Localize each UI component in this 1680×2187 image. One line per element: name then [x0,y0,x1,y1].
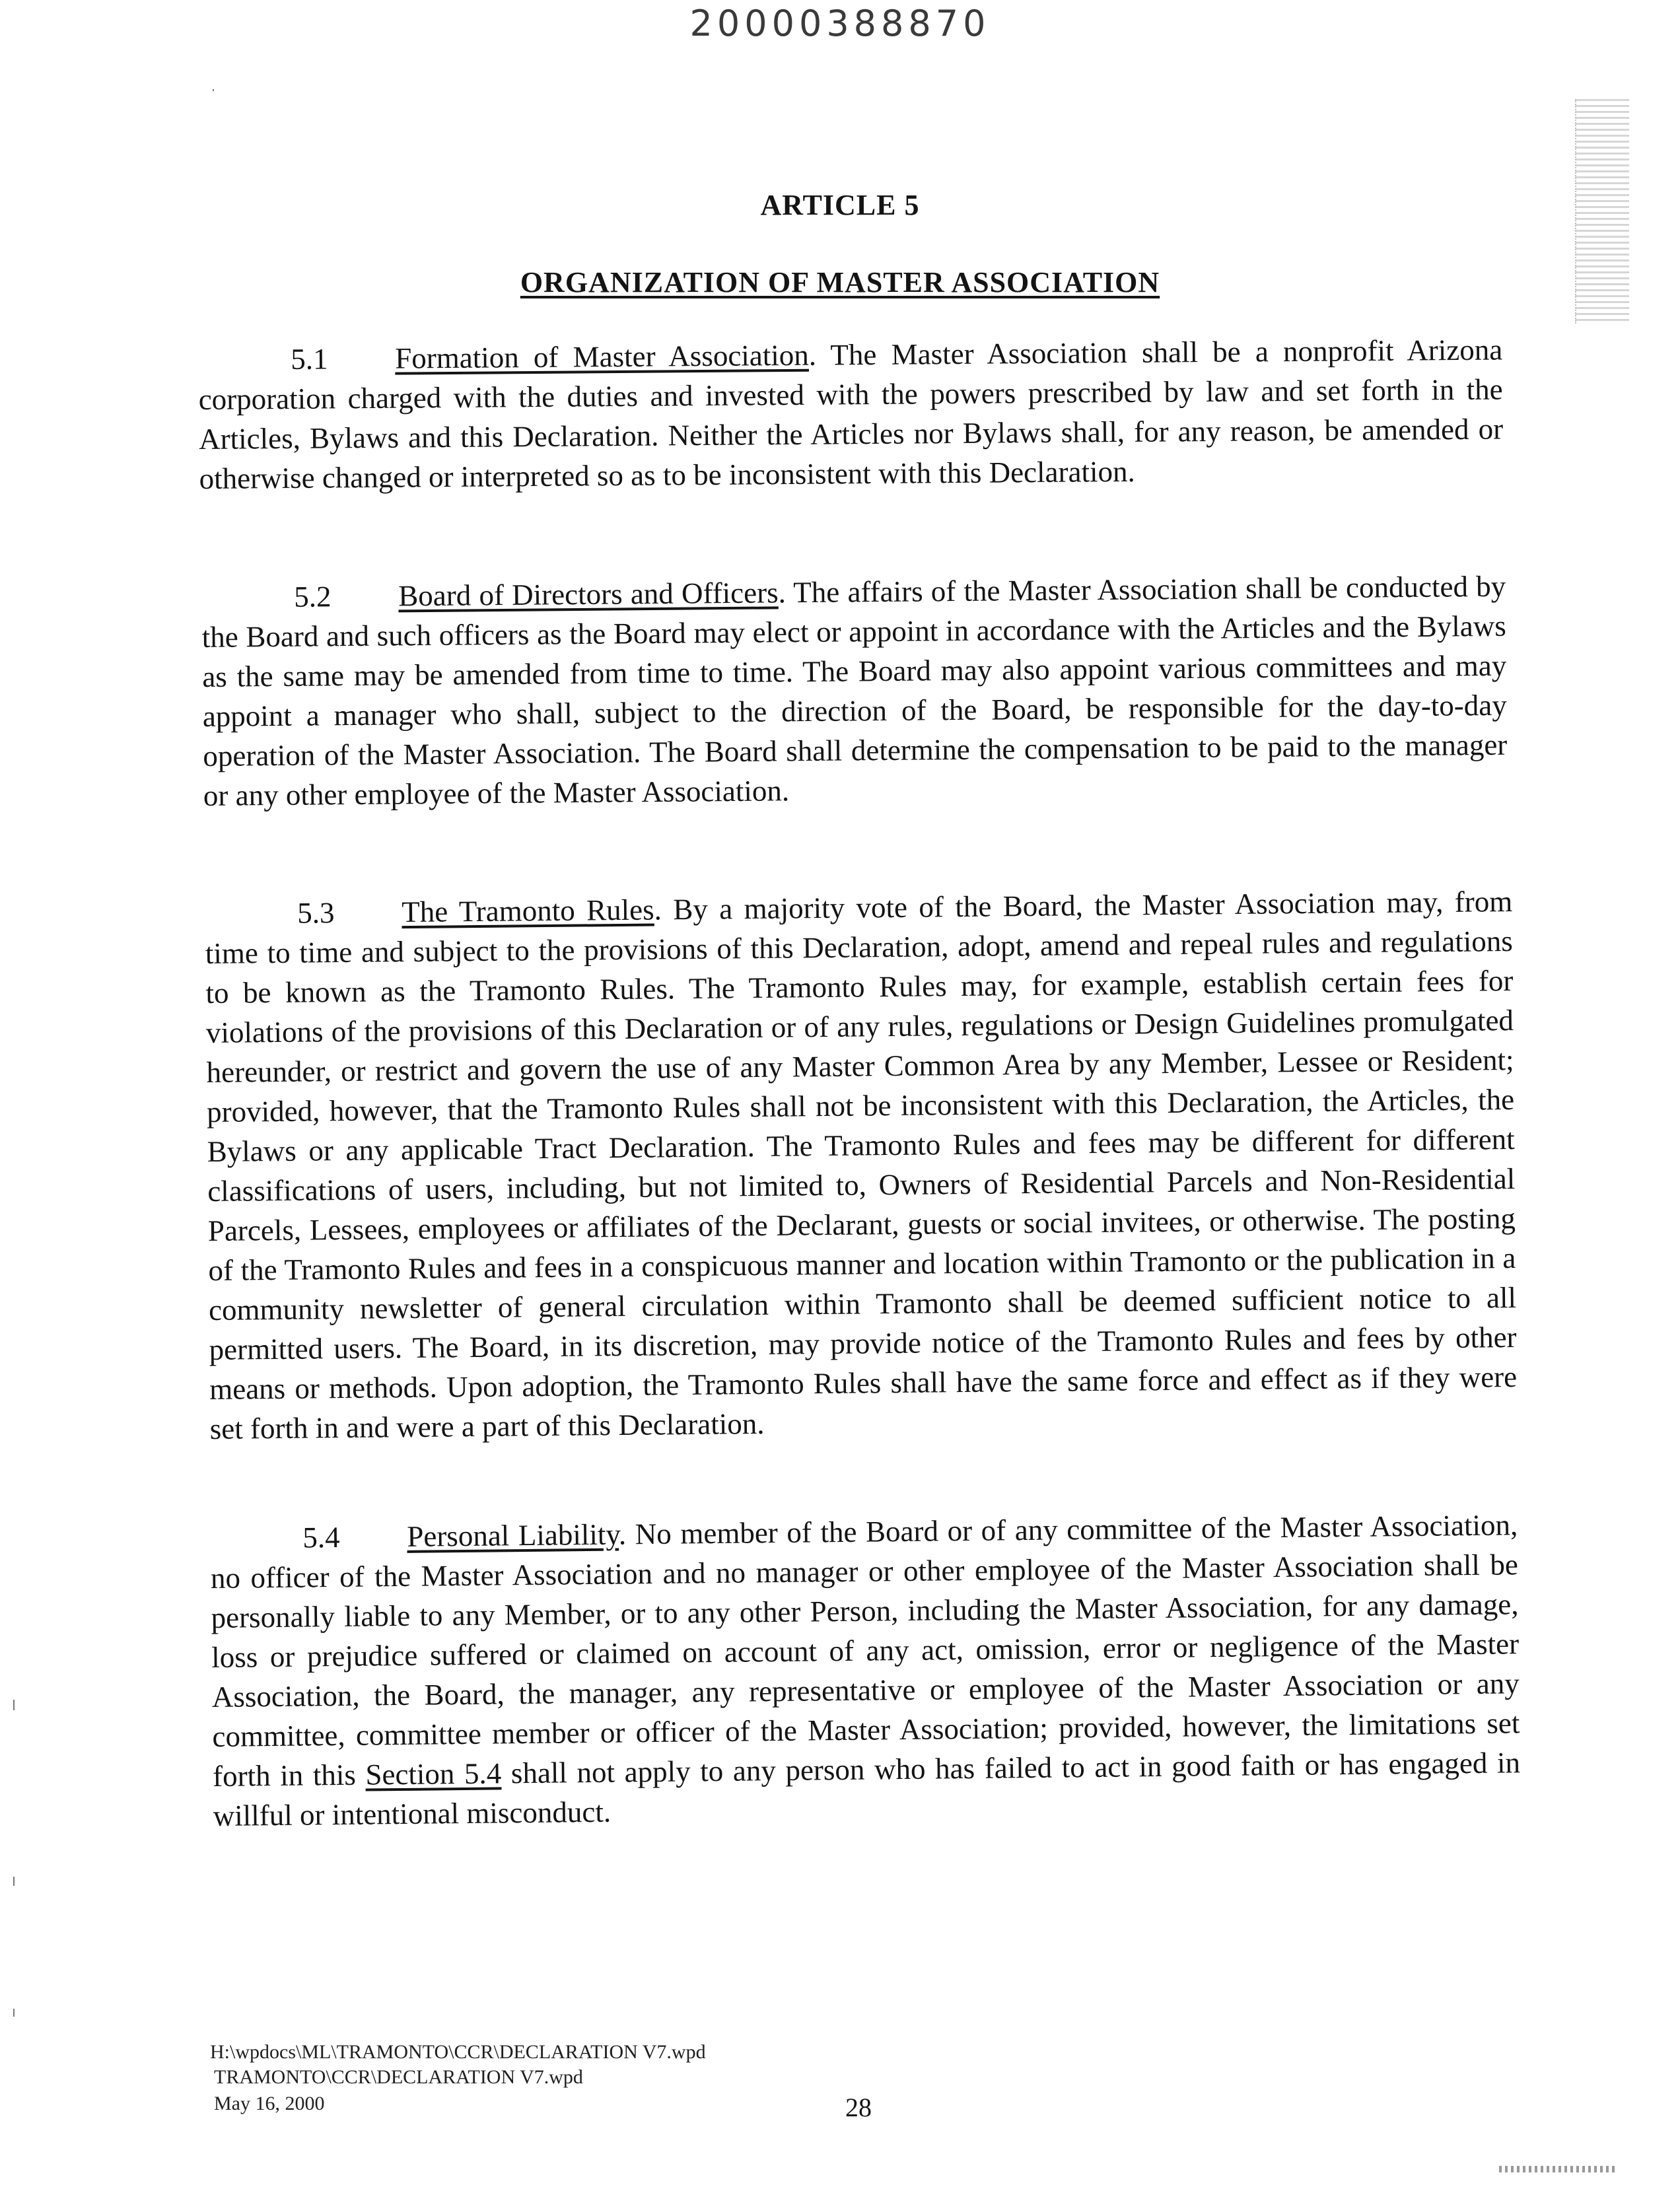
section-number: 5.2 [294,580,332,613]
margin-mark [13,1700,15,1710]
section-title: Personal Liability [407,1517,619,1553]
section-number: 5.1 [291,342,328,376]
margin-mark [13,1877,15,1886]
section-body: . The affairs of the Master Association shall be conducted by the Board and such officers as the Board may elect or appoint in accordance with the Articles and the Bylaws as the same may be amended from time to time. The Board may also appoint various committees and may appoint a manager who shall, subject to the direction of the Board, be responsible for the day-to-day operation of the Master Association. The Board shall determine the compensation to be paid to the manager or any other employee of the Master Association. [201,569,1508,812]
section-title: Board of Directors and Officers [398,576,779,613]
section-reference: Section 5.4 [365,1756,502,1791]
footer-file-path-short: TRAMONTO\CCR\DECLARATION V7.wpd [214,2066,583,2088]
footer-date: May 16, 2000 [214,2093,325,2114]
section-body: . By a majority vote of the Board, the Master Association may, from time to time and subject to the provisions of this Declaration, adopt, amend and repeal rules and regulations to be known as the Tramonto Rules. The Tramonto Rules may, for example, establish certain fees for violations of the provisions of this Declaration or of any rules, regulations or Design Guidelines promulgated hereunder, or restrict and govern the use of any Master Common Area by any Member, Lessee or Resident; provided, however, that the Tramonto Rules shall not be inconsistent with this Declaration, the Articles, the Bylaws or any applicable Tract Declaration. The Tramonto Rules and fees may be different for different classifications of users, including, but not limited to, Owners of Residential Parcels and Non-Residential Parcels, Lessees, employees or affiliates of the Declarant, guests or social invitees, or otherwise. The posting of the Tramonto Rules and fees in a conspicuous manner and location within Tramonto or the publication in a community newsletter of general circulation within Tramonto shall be deemed sufficient notice to all permitted users. The Board, in its discretion, may provide notice of the Tramonto Rules and fees by other means or methods. Upon adoption, the Tramonto Rules shall have the same force and effect as if they were set forth in and were a part of this Declaration. [205,884,1518,1445]
margin-mark [13,2009,15,2017]
margin-mark [213,89,214,91]
document-number: 20000388870 [689,3,991,44]
section-body: . The Master Association shall be a nonprofit Arizona corporation charged with the duties and invested with the powers prescribed by law and set forth in the Articles, Bylaws and this Declaration. Neither the Articles nor Bylaws shall, for any reason, be amended or otherwise changed or interpreted so as to be inconsistent with this Declaration. [198,333,1504,495]
section-body: . No member of the Board or of any committee of the Master Association, no officer of the Master Association and no manager or other employee of the Master Association shall be personally liable to any Member, or to any other Person, including the Master Association, for any damage, loss or prejudice suffered or claimed on account of any act, omission, error or negligence of the Master Association, the Board, the manager, any representative or employee of the Master Association or any committee, committee member or officer of the Master Association; provided, however, the limitations set forth in this [210,1508,1520,1793]
scan-artifact-mark [1499,2166,1618,2172]
section-5-1 [198,330,1504,499]
section-5-4 [210,1505,1521,1836]
section-5-3 [205,882,1518,1449]
page-number: 28 [845,2093,872,2122]
section-number: 5.4 [302,1520,340,1554]
section-number: 5.3 [297,896,335,930]
section-title: The Tramonto Rules [402,893,654,929]
footer-file-path: H:\wpdocs\ML\TRAMONTO\CCR\DECLARATION V7.wpd [210,2041,706,2063]
section-body-end: shall not apply to any person who has failed to act in good faith or has engaged in willful or intentional misconduct. [213,1746,1521,1832]
section-5-2 [201,567,1508,816]
article-title: ARTICLE 5 [760,189,920,221]
article-heading: ORGANIZATION OF MASTER ASSOCIATION [520,266,1160,298]
section-title: Formation of Master Association [395,338,809,375]
